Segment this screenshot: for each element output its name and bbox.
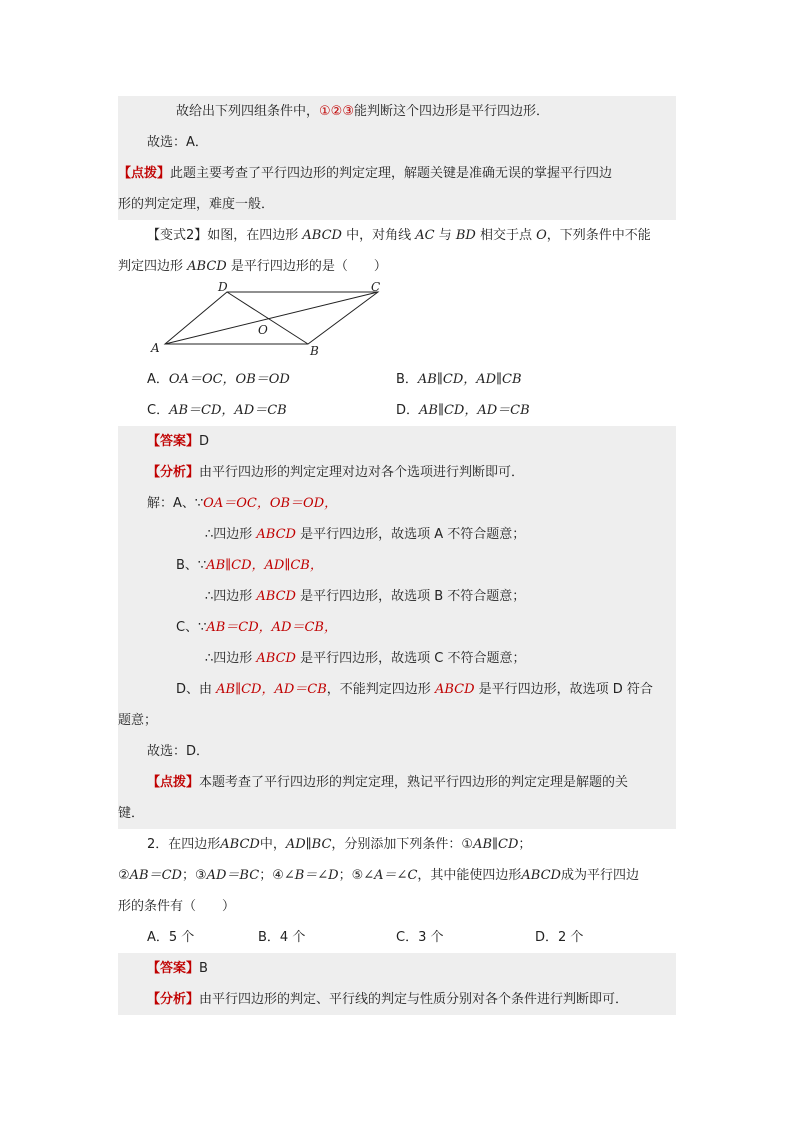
solution-math: AB＝CD，AD＝CB， [206,620,337,635]
answer-line [118,426,676,457]
solution-math: ABCD [256,651,296,666]
intersection-label-o: O [258,323,268,337]
q-text: ② [118,868,130,883]
solution-math: ABCD [256,589,296,604]
solution-line-d [118,674,676,705]
q-text: ；③ [181,868,207,883]
vertex-label-a: A [151,341,160,355]
dianbo-line-cont [118,189,676,220]
solution-math: ABCD [434,682,475,697]
dianbo-tag: 【点拨】 [118,166,171,181]
analysis-tag: 【分析】 [147,465,200,480]
option-a[interactable] [147,364,290,395]
solution-text: 解：A、∵ [147,496,204,511]
q2-line1 [118,829,676,860]
answer-value: D [199,434,210,449]
option-c[interactable] [147,395,287,426]
conclusion-tail: 能判断这个四边形是平行四边形． [353,104,549,119]
parallelogram-figure [118,282,676,364]
variant2-question-line2 [118,251,676,282]
option-key: B． [396,372,418,387]
diagonal-ac [165,292,378,344]
document-page [118,96,676,1015]
option-text: OA＝OC，OB＝OD [168,372,290,387]
option-c[interactable]: C．3 个 [396,930,444,945]
answer-line [118,953,676,984]
dianbo-tag: 【点拨】 [147,775,200,790]
q-text: 相交于点 [475,228,537,243]
dianbo-line [118,158,676,189]
option-key: C． [147,403,170,418]
variant2-options-row1 [118,364,676,395]
answer-tag: 【答案】 [147,961,200,976]
option-d[interactable] [396,395,530,426]
analysis-text: 由平行四边形的判定定理对边对各个选项进行判断即可． [199,465,525,480]
q2-options [118,922,676,953]
vertex-label-c: C [371,282,381,294]
solution-math: AB∥CD，AD∥CB， [206,558,323,573]
option-d[interactable]: D．2 个 [535,930,584,945]
q-math: AB＝CD [129,868,182,883]
solution-line-d-cont [118,705,676,736]
q-text: 成为平行四边 [560,868,639,883]
solution-text: 是平行四边形，故选项 B 不符合题意； [295,589,526,604]
option-text: AB∥CD，AD∥CB [417,372,522,387]
solution-math: ABCD [256,527,296,542]
solution-text: ∴四边形 [205,527,257,542]
q-math: BD [455,228,476,243]
q-text: 中，对角线 [341,228,416,243]
q-math: ∠A＝∠C [363,868,418,883]
choose-line [118,127,676,158]
solution-text: 是平行四边形，故选项 A 不符合题意； [295,527,526,542]
q-text: 如图，在四边形 [207,228,303,243]
option-b[interactable] [396,364,522,395]
answer-tag: 【答案】 [147,434,200,449]
solution-text: 是平行四边形，故选项 C 不符合题意； [295,651,526,666]
dianbo-text-cont: 键． [118,806,145,821]
option-b[interactable]: B．4 个 [258,930,306,945]
q-text: ，其中能使四边形 [417,868,522,883]
solution-line [118,519,676,550]
solution-line [118,550,676,581]
variant2-options-row2 [118,395,676,426]
q-math: ABCD [187,259,227,274]
choose-line [118,736,676,767]
solution-text: ∴四边形 [205,651,257,666]
q-text: 形的条件有（ ） [118,899,236,914]
condition-marks: ①②③ [319,104,354,119]
dianbo-text-cont: 形的判定定理，难度一般． [118,197,275,212]
q-math: ABCD [220,837,260,852]
option-key: A． [147,372,169,387]
conclusion-line [118,96,676,127]
option-text: AB∥CD，AD＝CB [419,403,530,418]
variant2-tag: 【变式2】 [147,228,208,243]
solution-text: ∴四边形 [205,589,257,604]
q-math: ABCD [521,868,561,883]
solution-text: ，不能判定四边形 [326,682,435,697]
solution-text: 是平行四边形，故选项 D 符合 [474,682,653,697]
parallelogram-diagram [148,282,388,364]
q-text: 中， [259,837,286,852]
choose-text: 故选：A． [147,135,208,150]
q-math: AC [415,228,435,243]
q-text: ； [518,837,532,852]
analysis-line [118,457,676,488]
solution-text: 题意； [118,713,158,728]
q-text: ；④ [259,868,284,883]
option-a[interactable]: A．5 个 [147,930,195,945]
choose-text: 故选：D． [147,744,210,759]
solution-line [118,581,676,612]
dianbo-line-cont [118,798,676,829]
solution-line [118,488,676,519]
q-math: ABCD [302,228,342,243]
solution-line [118,643,676,674]
dianbo-text: 此题主要考查了平行四边形的判定定理，解题关键是准确无误的掌握平行四边 [170,166,613,181]
conclusion-text: 故给出下列四组条件中， [176,104,320,119]
analysis-line [118,984,676,1015]
option-key: D． [396,403,420,418]
q-math: O [536,228,547,243]
solution-math: AB∥CD，AD＝CB [216,682,327,697]
option-text: AB＝CD，AD＝CB [169,403,287,418]
q-text: ，分别添加下列条件：① [331,837,474,852]
dianbo-text: 本题考查了平行四边形的判定定理，熟记平行四边形的判定定理是解题的关 [199,775,629,790]
solution-math: OA＝OC，OB＝OD， [203,496,338,511]
q-text: ；⑤ [338,868,364,883]
solution-text: D、由 [176,682,217,697]
solution-text: B、∵ [176,558,207,573]
q2-line3 [118,891,676,922]
q-text: 是平行四边形的是（ ） [226,259,387,274]
analysis-tag: 【分析】 [147,992,200,1007]
q-math: AD∥BC [285,837,332,852]
vertex-label-b: B [310,344,319,358]
q-math: AB∥CD [473,837,519,852]
q-text: 与 [434,228,456,243]
vertex-label-d: D [218,282,228,294]
q-text: ，下列条件中不能 [546,228,651,243]
q-math: AD＝BC [206,868,260,883]
solution-text: C、∵ [176,620,207,635]
analysis-text: 由平行四边形的判定、平行线的判定与性质分别对各个条件进行判断即可． [199,992,629,1007]
q-text: 2．在四边形 [147,837,221,852]
solution-line [118,612,676,643]
q-text: 判定四边形 [118,259,188,274]
q2-line2 [118,860,676,891]
answer-value: B [199,961,208,976]
variant2-question-line1 [118,220,676,251]
q-math: ∠B＝∠D [283,868,339,883]
dianbo-line [118,767,676,798]
